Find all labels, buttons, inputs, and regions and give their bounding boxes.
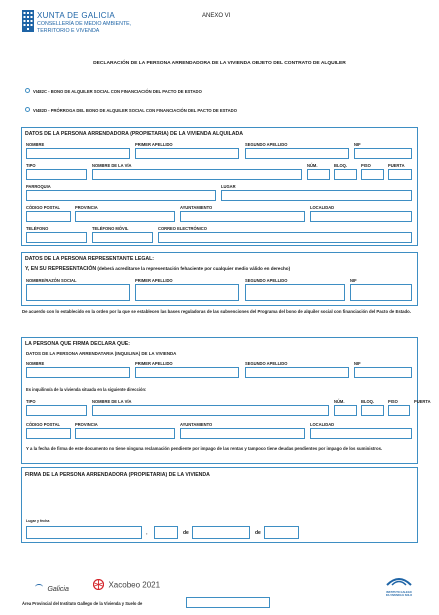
tenant-subtitle: DATOS DE LA PERSONA ARRENDATARIA (INQUILINA) DE LA VIVIENDA xyxy=(26,351,177,356)
igvs-logo xyxy=(382,573,416,597)
field-rep-primer-apellido[interactable] xyxy=(135,284,239,301)
field-tenant-segundo-apellido[interactable] xyxy=(245,367,349,378)
field-razon-social[interactable] xyxy=(26,284,130,301)
label-correo: CORREO ELECTRÓNICO xyxy=(158,226,207,231)
label-tenant-piso: PISO xyxy=(388,399,398,404)
galicia-swoosh-icon xyxy=(35,584,43,590)
xunta-crest-icon xyxy=(22,10,34,32)
field-provincial-area[interactable] xyxy=(186,597,270,608)
label-nombre: NOMBRE xyxy=(26,142,45,147)
label-tenant-codigo-postal: CÓDIGO POSTAL xyxy=(26,422,61,427)
label-tenant-segundo-apellido: SEGUNDO APELLIDO xyxy=(245,361,288,366)
de-separator-1: de xyxy=(183,530,189,536)
org-sub2: TERRITORIO E VIVENDA xyxy=(37,28,100,34)
field-lugar[interactable] xyxy=(221,190,412,201)
label-num: NÚM. xyxy=(307,163,318,168)
field-piso[interactable] xyxy=(361,169,384,180)
comma-separator: , xyxy=(146,530,148,536)
field-tenant-provincia[interactable] xyxy=(75,428,175,439)
document-title: DECLARACIÓN DE LA PERSONA ARRENDADORA DE LA VIVIENDA OBJETO DEL CONTRATO DE ALQUILER xyxy=(93,61,346,66)
option-label-1: VI482C - BONO DE ALQUILER SOCIAL CON FINANCIACIÓN DEL PACTO DE ESTADO xyxy=(33,88,202,94)
label-segundo-apellido: SEGUNDO APELLIDO xyxy=(245,142,288,147)
label-nif: NIF xyxy=(354,142,361,147)
label-tenant-primer-apellido: PRIMER APELLIDO xyxy=(135,361,173,366)
field-localidad[interactable] xyxy=(310,211,412,222)
galicia-logo xyxy=(35,578,69,596)
field-month[interactable] xyxy=(192,526,250,539)
representative-subtitle xyxy=(25,266,290,272)
label-razon-social: NOMBRE/RAZÓN SOCIAL xyxy=(26,278,77,283)
xacobeo-shell-icon xyxy=(93,579,104,590)
provincial-area-label: Área Provincial del Instituto Gallego de la Vivienda y Suelo de xyxy=(22,601,143,606)
label-tenant-ayuntamiento: AYUNTAMIENTO xyxy=(180,422,213,427)
label-parroquia: PARROQUIA xyxy=(26,184,51,189)
label-piso: PISO xyxy=(361,163,371,168)
field-segundo-apellido[interactable] xyxy=(245,148,349,159)
section-declaration xyxy=(21,337,418,464)
field-tenant-bloq[interactable] xyxy=(361,405,384,416)
label-tenant-tipo: TIPO xyxy=(26,399,36,404)
field-tenant-piso[interactable] xyxy=(388,405,410,416)
no-debt-paragraph: Y a la fecha de firma de este documento no tiene ninguna reclamación pendiente por impago de las rentas y tampoco tiene deudas pendientes por impago de los suministros. xyxy=(26,446,383,451)
field-tenant-ayuntamiento[interactable] xyxy=(180,428,305,439)
label-provincia: PROVINCIA xyxy=(75,205,98,210)
tenant-address-intro: Es inquilino/a de la vivienda situada en la siguiente dirección: xyxy=(26,387,147,392)
label-tenant-nombre: NOMBRE xyxy=(26,361,45,366)
place-date-label: Lugar y fecha xyxy=(26,519,50,523)
label-puerta: PUERTA xyxy=(388,163,405,168)
org-sub1: CONSELLERÍA DE MEDIO AMBIENTE, xyxy=(37,21,132,27)
label-tenant-bloq: BLOQ. xyxy=(361,399,374,404)
label-tenant-localidad: LOCALIDAD xyxy=(310,422,335,427)
xacobeo-logo xyxy=(93,576,160,594)
representative-subtitle-bold: Y, EN SU REPRESENTACIÓN xyxy=(25,266,97,272)
field-nombre[interactable] xyxy=(26,148,130,159)
field-bloq[interactable] xyxy=(334,169,357,180)
field-ayuntamiento[interactable] xyxy=(180,211,305,222)
label-tipo: TIPO xyxy=(26,163,36,168)
field-day[interactable] xyxy=(154,526,178,539)
section-declaration-title: LA PERSONA QUE FIRMA DECLARA QUE: xyxy=(25,341,130,347)
option-label-2: VI482D - PRÓRROGA DEL BONO DE ALQUILER SOCIAL CON FINANCIACIÓN DEL PACTO DE ESTADO xyxy=(33,107,237,113)
field-tenant-localidad[interactable] xyxy=(310,428,412,439)
section-signature-title: FIRMA DE LA PERSONA ARRENDADORA (PROPIETARIA) DE LA VIVIENDA xyxy=(25,472,210,478)
field-codigo-postal[interactable] xyxy=(26,211,71,222)
field-year[interactable] xyxy=(264,526,299,539)
field-num[interactable] xyxy=(307,169,330,180)
representative-subtitle-note: (deberá acreditarse la representación fehaciente por cualquier medio válido en derecho) xyxy=(97,266,291,271)
label-telefono-movil: TELÉFONO MÓVIL xyxy=(92,226,129,231)
label-tenant-num: NÚM. xyxy=(334,399,345,404)
section-representative-title: DATOS DE LA PERSONA REPRESENTANTE LEGAL: xyxy=(25,256,155,262)
label-rep-segundo-apellido: SEGUNDO APELLIDO xyxy=(245,278,288,283)
label-nombre-via: NOMBRE DE LA VÍA xyxy=(92,163,132,168)
field-tipo[interactable] xyxy=(26,169,87,180)
label-localidad: LOCALIDAD xyxy=(310,205,335,210)
field-tenant-tipo[interactable] xyxy=(26,405,87,416)
field-parroquia[interactable] xyxy=(26,190,216,201)
label-bloq: BLOQ. xyxy=(334,163,347,168)
xacobeo-text: Xacobeo 2021 xyxy=(108,580,161,590)
label-tenant-nif: NIF xyxy=(354,361,361,366)
field-tenant-nombre[interactable] xyxy=(26,367,130,378)
igvs-line2: DA VIVENDA E SOLO xyxy=(385,594,413,597)
field-primer-apellido[interactable] xyxy=(135,148,239,159)
label-tenant-puerta: PUERTA xyxy=(414,399,431,404)
label-lugar: LUGAR xyxy=(221,184,236,189)
igvs-house-icon xyxy=(386,576,412,586)
field-rep-nif[interactable] xyxy=(350,284,412,301)
legal-basis-paragraph: De acuerdo con lo establecido en la orden por la que se establecen las bases reguladoras de las subvenciones del Programa del bono de alquiler social con financiación del Pacto de Estado. xyxy=(22,309,411,314)
field-place[interactable] xyxy=(26,526,142,539)
label-codigo-postal: CÓDIGO POSTAL xyxy=(26,205,61,210)
field-nif[interactable] xyxy=(354,148,412,159)
field-nombre-via[interactable] xyxy=(92,169,302,180)
section-owner-title: DATOS DE LA PERSONA ARRENDADORA (PROPIETARIA) DE LA VIVIENDA ALQUILADA xyxy=(25,131,243,137)
field-tenant-primer-apellido[interactable] xyxy=(135,367,239,378)
org-name: XUNTA DE GALICIA xyxy=(37,11,116,20)
de-separator-2: de xyxy=(255,530,261,536)
field-tenant-codigo-postal[interactable] xyxy=(26,428,71,439)
xunta-logo xyxy=(22,10,34,32)
field-puerta[interactable] xyxy=(388,169,412,180)
option-radio-1[interactable] xyxy=(25,88,30,93)
field-rep-segundo-apellido[interactable] xyxy=(245,284,345,301)
label-tenant-provincia: PROVINCIA xyxy=(75,422,98,427)
galicia-logo-text: Galicia xyxy=(47,586,69,593)
label-ayuntamiento: AYUNTAMIENTO xyxy=(180,205,213,210)
field-tenant-num[interactable] xyxy=(334,405,357,416)
label-rep-nif: NIF xyxy=(350,278,357,283)
label-primer-apellido: PRIMER APELLIDO xyxy=(135,142,173,147)
label-telefono: TELÉFONO xyxy=(26,226,49,231)
annex-label: ANEXO VI xyxy=(202,13,231,19)
option-radio-2[interactable] xyxy=(25,107,30,112)
label-rep-primer-apellido: PRIMER APELLIDO xyxy=(135,278,173,283)
field-tenant-nombre-via[interactable] xyxy=(92,405,329,416)
field-provincia[interactable] xyxy=(75,211,175,222)
field-correo[interactable] xyxy=(158,232,412,243)
field-tenant-nif[interactable] xyxy=(354,367,412,378)
field-telefono-movil[interactable] xyxy=(92,232,153,243)
label-tenant-nombre-via: NOMBRE DE LA VÍA xyxy=(92,399,132,404)
field-telefono[interactable] xyxy=(26,232,87,243)
igvs-line1: INSTITUTO GALEGO xyxy=(386,591,412,594)
